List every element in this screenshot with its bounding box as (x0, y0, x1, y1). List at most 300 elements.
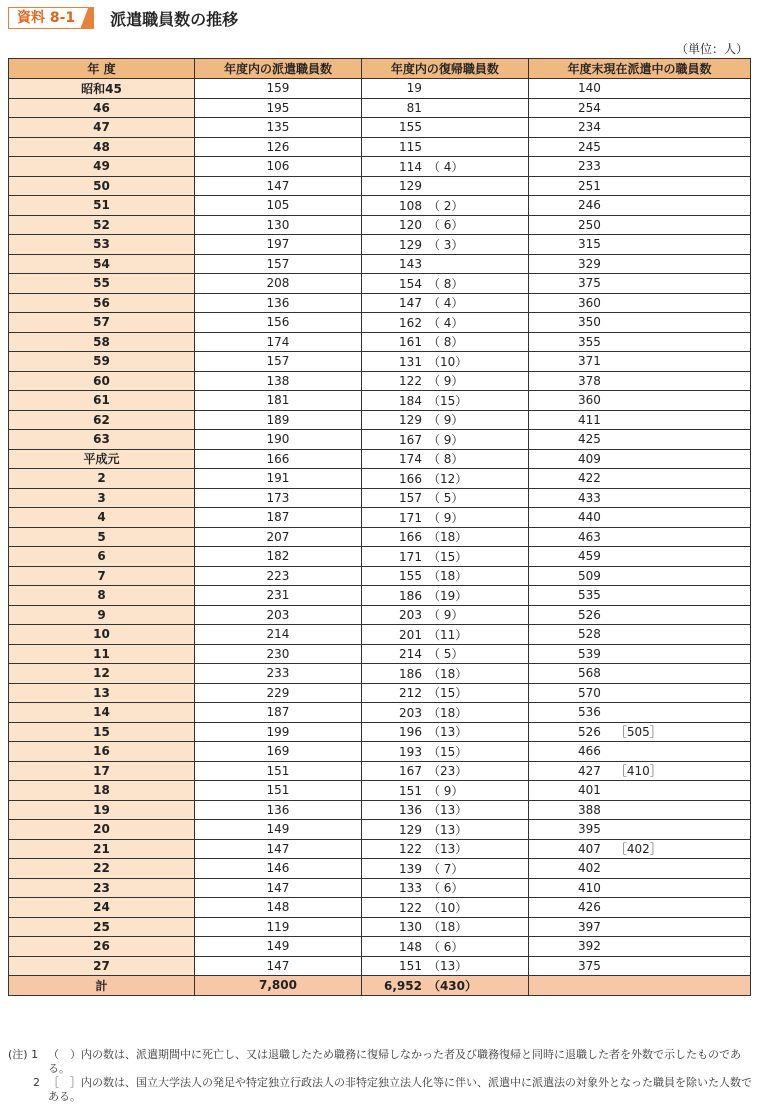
returned-paren: （10） (427, 354, 468, 369)
returned-cell (361, 157, 528, 177)
returned-paren: （13） (427, 959, 468, 974)
total-current-empty (528, 976, 750, 996)
table-row (9, 235, 751, 255)
year-cell: 23 (9, 878, 195, 898)
returned-cell (361, 196, 528, 216)
current-value: 459 (578, 549, 601, 564)
returned-paren: （15） (427, 393, 468, 408)
year-cell: 17 (9, 761, 195, 781)
returned-paren: （ 9） (427, 413, 464, 428)
year-cell: 21 (9, 839, 195, 859)
table-row (9, 274, 751, 294)
total-label: 計 (9, 976, 195, 996)
year-cell: 60 (9, 371, 195, 391)
current-value: 371 (578, 354, 601, 369)
returned-paren: （ 6） (427, 881, 464, 896)
returned-paren: （ 6） (427, 218, 464, 233)
returned-value: 122 (399, 900, 422, 915)
year-cell: 48 (9, 137, 195, 157)
document-badge: 資料 8-1 (8, 7, 94, 29)
current-cell (528, 625, 750, 645)
dispatched-cell: 130 (195, 215, 362, 235)
current-value: 536 (578, 705, 601, 720)
dispatched-cell: 135 (195, 118, 362, 138)
current-value: 251 (578, 178, 601, 193)
notes (8, 1048, 752, 1104)
table-row (9, 410, 751, 430)
returned-cell (361, 215, 528, 235)
returned-paren: （ 3） (427, 237, 464, 252)
current-cell (528, 488, 750, 508)
returned-value: 196 (399, 725, 422, 740)
returned-cell (361, 98, 528, 118)
year-cell: 46 (9, 98, 195, 118)
table-row (9, 586, 751, 606)
current-cell (528, 586, 750, 606)
dispatched-cell: 151 (195, 761, 362, 781)
returned-cell (361, 118, 528, 138)
returned-paren: （ 8） (427, 335, 464, 350)
dispatched-cell: 223 (195, 566, 362, 586)
returned-cell (361, 313, 528, 333)
returned-cell (361, 937, 528, 957)
year-cell: 昭和45 (9, 79, 195, 99)
returned-paren: （ 9） (427, 510, 464, 525)
year-cell: 6 (9, 547, 195, 567)
returned-paren: （ 9） (427, 374, 464, 389)
title-row (8, 6, 238, 30)
current-cell (528, 313, 750, 333)
dispatched-cell: 138 (195, 371, 362, 391)
returned-value: 171 (399, 549, 422, 564)
current-cell (528, 215, 750, 235)
returned-paren: （ 2） (427, 198, 464, 213)
year-cell: 57 (9, 313, 195, 333)
year-cell: 平成元 (9, 449, 195, 469)
returned-value: 129 (399, 413, 422, 428)
table-row (9, 469, 751, 489)
returned-cell (361, 352, 528, 372)
current-value: 466 (578, 744, 601, 759)
current-value: 409 (578, 451, 601, 466)
table-row (9, 547, 751, 567)
current-cell (528, 235, 750, 255)
returned-paren: （ 4） (427, 315, 464, 330)
current-cell (528, 703, 750, 723)
dispatched-cell: 191 (195, 469, 362, 489)
dispatched-cell: 195 (195, 98, 362, 118)
total-row (9, 976, 751, 996)
table-row (9, 196, 751, 216)
table-row (9, 878, 751, 898)
current-value: 401 (578, 783, 601, 798)
current-value: 539 (578, 646, 601, 661)
returned-cell (361, 566, 528, 586)
note-2-label: 2 (33, 1076, 40, 1089)
dispatched-cell: 173 (195, 488, 362, 508)
table-row (9, 683, 751, 703)
returned-paren: （ 4） (427, 159, 464, 174)
returned-paren: （13） (427, 803, 468, 818)
current-value: 246 (578, 198, 601, 213)
current-value: 250 (578, 217, 601, 232)
dispatched-cell: 197 (195, 235, 362, 255)
dispatched-cell: 105 (195, 196, 362, 216)
returned-value: 139 (399, 861, 422, 876)
table-row (9, 761, 751, 781)
current-value: 140 (578, 81, 601, 96)
current-value: 407 (578, 842, 601, 857)
returned-cell (361, 859, 528, 879)
returned-paren: （ 5） (427, 491, 464, 506)
dispatched-cell: 149 (195, 937, 362, 957)
year-cell: 7 (9, 566, 195, 586)
table-row (9, 820, 751, 840)
current-cell (528, 508, 750, 528)
year-cell: 49 (9, 157, 195, 177)
year-cell: 15 (9, 722, 195, 742)
year-cell: 56 (9, 293, 195, 313)
returned-value: 186 (399, 588, 422, 603)
table-row (9, 371, 751, 391)
returned-paren: （ 4） (427, 296, 464, 311)
current-cell (528, 449, 750, 469)
returned-value: 19 (406, 81, 422, 96)
current-cell (528, 956, 750, 976)
returned-cell (361, 449, 528, 469)
table-row (9, 566, 751, 586)
dispatched-cell: 233 (195, 664, 362, 684)
note-1-text: （ ）内の数は、派遣期間中に死亡し、又は退職したため職務に復帰しなかった者及び職務復帰と同時に退職した者を外数で示したものである。 (48, 1048, 741, 1075)
year-cell: 51 (9, 196, 195, 216)
table-row (9, 605, 751, 625)
current-value: 234 (578, 120, 601, 135)
returned-paren: （18） (427, 705, 468, 720)
current-value: 426 (578, 900, 601, 915)
current-value: 433 (578, 490, 601, 505)
returned-value: 186 (399, 666, 422, 681)
dispatched-cell: 166 (195, 449, 362, 469)
current-cell (528, 79, 750, 99)
header-returned: 年度内の復帰職員数 (361, 59, 528, 79)
current-cell (528, 332, 750, 352)
page-title: 派遣職員数の推移 (110, 9, 239, 29)
returned-cell (361, 488, 528, 508)
current-value: 329 (578, 256, 601, 271)
returned-value: 108 (399, 198, 422, 213)
total-dispatched: 7,800 (195, 976, 362, 996)
year-cell: 58 (9, 332, 195, 352)
returned-cell (361, 430, 528, 450)
dispatched-cell: 147 (195, 956, 362, 976)
dispatched-cell: 146 (195, 859, 362, 879)
returned-cell (361, 391, 528, 411)
current-cell (528, 781, 750, 801)
year-cell: 9 (9, 605, 195, 625)
header-year: 年 度 (9, 59, 195, 79)
current-value: 535 (578, 588, 601, 603)
table-row (9, 488, 751, 508)
current-value: 245 (578, 139, 601, 154)
returned-paren: （15） (427, 549, 468, 564)
year-cell: 18 (9, 781, 195, 801)
table-row (9, 352, 751, 372)
current-cell (528, 527, 750, 547)
returned-value: 81 (406, 100, 422, 115)
year-cell: 10 (9, 625, 195, 645)
returned-cell (361, 742, 528, 762)
current-cell (528, 664, 750, 684)
dispatched-cell: 187 (195, 508, 362, 528)
current-cell (528, 176, 750, 196)
current-value: 411 (578, 412, 601, 427)
returned-cell (361, 254, 528, 274)
dispatched-cell: 106 (195, 157, 362, 177)
returned-paren: （ 9） (427, 608, 464, 623)
current-cell (528, 742, 750, 762)
dispatched-cell: 147 (195, 878, 362, 898)
current-value: 425 (578, 432, 601, 447)
current-value: 440 (578, 510, 601, 525)
returned-cell (361, 469, 528, 489)
dispatched-cell: 119 (195, 917, 362, 937)
table-row (9, 118, 751, 138)
table-row (9, 254, 751, 274)
returned-cell (361, 547, 528, 567)
returned-paren: （ 6） (427, 939, 464, 954)
returned-paren: （ 9） (427, 783, 464, 798)
year-cell: 52 (9, 215, 195, 235)
returned-paren: （18） (427, 569, 468, 584)
year-cell: 3 (9, 488, 195, 508)
current-value: 375 (578, 958, 601, 973)
returned-value: 162 (399, 315, 422, 330)
returned-cell (361, 371, 528, 391)
current-cell (528, 761, 750, 781)
current-cell (528, 644, 750, 664)
current-cell (528, 391, 750, 411)
current-value: 350 (578, 315, 601, 330)
dispatched-cell: 157 (195, 352, 362, 372)
returned-paren: （19） (427, 588, 468, 603)
current-cell (528, 937, 750, 957)
returned-cell (361, 800, 528, 820)
returned-paren: （ 7） (427, 861, 464, 876)
returned-value: 171 (399, 510, 422, 525)
year-cell: 16 (9, 742, 195, 762)
current-value: 355 (578, 334, 601, 349)
year-cell: 5 (9, 527, 195, 547)
year-cell: 50 (9, 176, 195, 196)
year-cell: 13 (9, 683, 195, 703)
returned-cell (361, 644, 528, 664)
returned-paren: （15） (427, 744, 468, 759)
returned-paren: （15） (427, 686, 468, 701)
current-value: 570 (578, 685, 601, 700)
dispatched-cell: 136 (195, 800, 362, 820)
year-cell: 22 (9, 859, 195, 879)
header-row (9, 59, 751, 79)
header-current: 年度末現在派遣中の職員数 (528, 59, 750, 79)
year-cell: 27 (9, 956, 195, 976)
dispatched-cell: 190 (195, 430, 362, 450)
returned-paren: （13） (427, 842, 468, 857)
returned-cell (361, 235, 528, 255)
returned-value: 129 (399, 237, 422, 252)
returned-value: 122 (399, 374, 422, 389)
returned-value: 155 (399, 569, 422, 584)
returned-value: 157 (399, 491, 422, 506)
returned-value: 151 (399, 783, 422, 798)
current-cell (528, 800, 750, 820)
table-row (9, 449, 751, 469)
year-cell: 11 (9, 644, 195, 664)
dispatched-cell: 199 (195, 722, 362, 742)
current-value: 254 (578, 100, 601, 115)
dispatched-cell: 156 (195, 313, 362, 333)
current-cell (528, 352, 750, 372)
current-value: 388 (578, 802, 601, 817)
current-value: 402 (578, 861, 601, 876)
table-row (9, 313, 751, 333)
year-cell: 47 (9, 118, 195, 138)
year-cell: 53 (9, 235, 195, 255)
year-cell: 20 (9, 820, 195, 840)
returned-value: 114 (399, 159, 422, 174)
current-cell (528, 293, 750, 313)
returned-cell (361, 176, 528, 196)
returned-paren: （23） (427, 764, 468, 779)
current-cell (528, 820, 750, 840)
returned-paren: （18） (427, 920, 468, 935)
current-cell (528, 98, 750, 118)
returned-paren: （ 9） (427, 432, 464, 447)
returned-value: 130 (399, 920, 422, 935)
dispatched-cell: 207 (195, 527, 362, 547)
dispatched-cell: 157 (195, 254, 362, 274)
staff-table (8, 58, 751, 996)
current-cell (528, 137, 750, 157)
year-cell: 19 (9, 800, 195, 820)
table-row (9, 391, 751, 411)
current-cell (528, 469, 750, 489)
returned-value: 193 (399, 744, 422, 759)
current-cell (528, 605, 750, 625)
current-value: 568 (578, 666, 601, 681)
year-cell: 8 (9, 586, 195, 606)
dispatched-cell: 203 (195, 605, 362, 625)
year-cell: 61 (9, 391, 195, 411)
returned-paren: （18） (427, 530, 468, 545)
returned-paren: （ 8） (427, 276, 464, 291)
current-value: 410 (578, 880, 601, 895)
year-cell: 55 (9, 274, 195, 294)
year-cell: 63 (9, 430, 195, 450)
table-row (9, 332, 751, 352)
returned-cell (361, 703, 528, 723)
returned-cell (361, 722, 528, 742)
returned-paren: （11） (427, 627, 468, 642)
current-value: 233 (578, 159, 601, 174)
dispatched-cell: 189 (195, 410, 362, 430)
returned-cell (361, 917, 528, 937)
year-cell: 2 (9, 469, 195, 489)
current-value: 463 (578, 529, 601, 544)
returned-cell (361, 586, 528, 606)
year-cell: 12 (9, 664, 195, 684)
table-body (9, 79, 751, 996)
current-value: 526 (578, 607, 601, 622)
year-cell: 62 (9, 410, 195, 430)
dispatched-cell: 214 (195, 625, 362, 645)
returned-cell (361, 625, 528, 645)
current-cell (528, 371, 750, 391)
total-returned-cell (361, 976, 528, 996)
dispatched-cell: 147 (195, 176, 362, 196)
returned-value: 167 (399, 432, 422, 447)
table-row (9, 742, 751, 762)
dispatched-cell: 136 (195, 293, 362, 313)
total-returned: 6,952 (383, 978, 422, 993)
current-cell (528, 839, 750, 859)
current-cell (528, 274, 750, 294)
returned-value: 203 (399, 608, 422, 623)
returned-cell (361, 508, 528, 528)
dispatched-cell: 182 (195, 547, 362, 567)
year-cell: 54 (9, 254, 195, 274)
current-cell (528, 410, 750, 430)
returned-paren: （10） (427, 900, 468, 915)
year-cell: 26 (9, 937, 195, 957)
current-cell (528, 157, 750, 177)
current-cell (528, 722, 750, 742)
table-row (9, 937, 751, 957)
returned-value: 120 (399, 218, 422, 233)
returned-paren: （ 5） (427, 647, 464, 662)
table-row (9, 917, 751, 937)
returned-paren: （13） (427, 822, 468, 837)
returned-value: 136 (399, 803, 422, 818)
table-row (9, 839, 751, 859)
table-row (9, 527, 751, 547)
returned-value: 115 (399, 139, 422, 154)
returned-cell (361, 137, 528, 157)
returned-cell (361, 527, 528, 547)
note-1-label: (注) 1 (8, 1048, 39, 1061)
returned-cell (361, 605, 528, 625)
returned-cell (361, 274, 528, 294)
returned-value: 201 (399, 627, 422, 642)
returned-value: 167 (399, 764, 422, 779)
table-row (9, 781, 751, 801)
current-value: 509 (578, 568, 601, 583)
dispatched-cell: 208 (195, 274, 362, 294)
table-row (9, 722, 751, 742)
dispatched-cell: 148 (195, 898, 362, 918)
current-bracket: ［410］ (614, 764, 662, 779)
table-row (9, 898, 751, 918)
returned-cell (361, 293, 528, 313)
current-cell (528, 898, 750, 918)
returned-cell (361, 956, 528, 976)
current-bracket: ［402］ (614, 842, 662, 857)
table-row (9, 644, 751, 664)
current-cell (528, 878, 750, 898)
dispatched-cell: 229 (195, 683, 362, 703)
returned-value: 148 (399, 939, 422, 954)
returned-value: 122 (399, 842, 422, 857)
table-row (9, 293, 751, 313)
